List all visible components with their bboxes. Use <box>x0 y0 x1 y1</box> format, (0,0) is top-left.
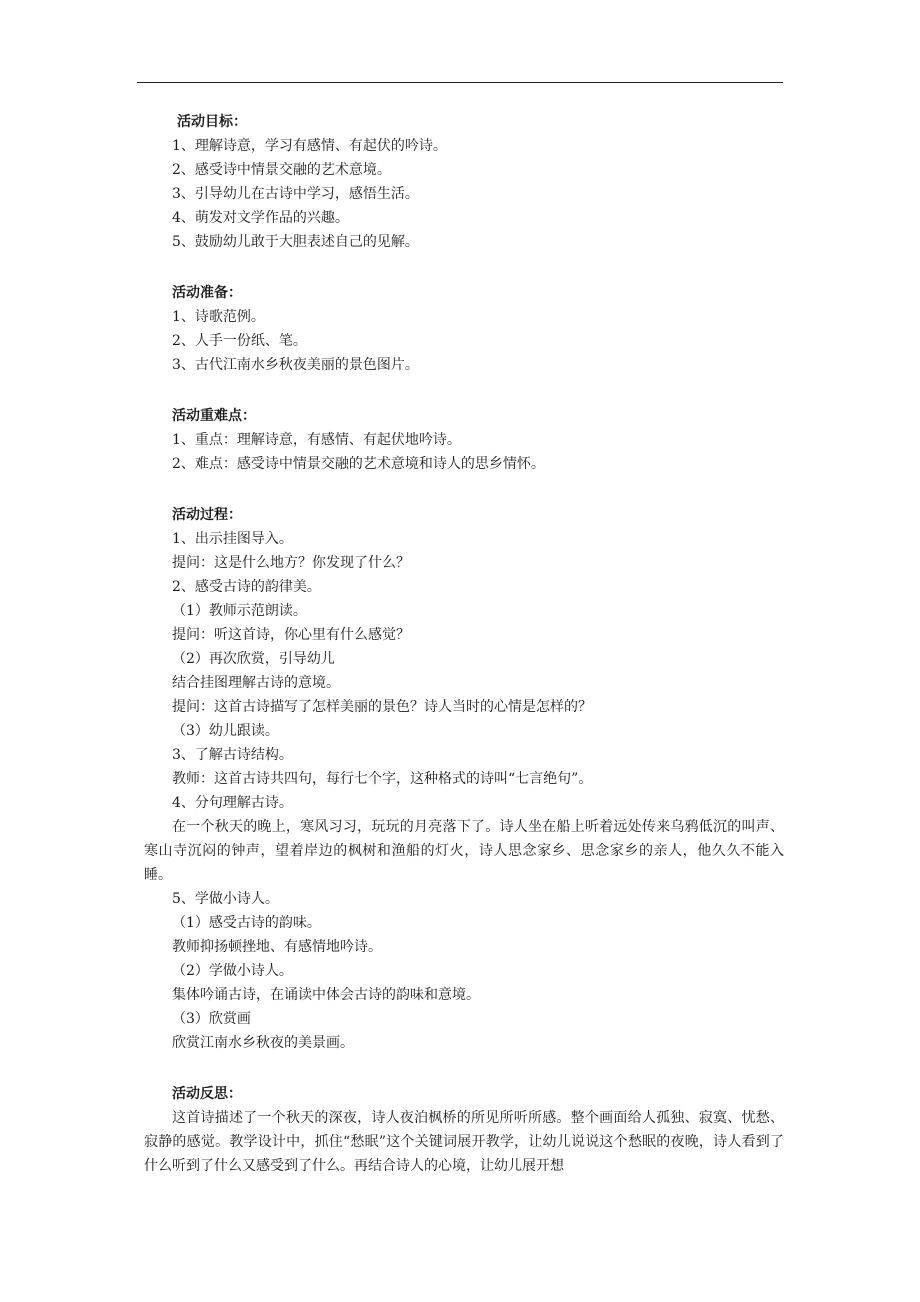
section-heading-process: 活动过程： <box>172 507 242 523</box>
goal-item: 3、引导幼儿在古诗中学习，感悟生活。 <box>172 186 419 202</box>
key-point-item: 2、难点：感受诗中情景交融的艺术意境和诗人的思乡情怀。 <box>172 456 545 472</box>
section-heading-preparation: 活动准备： <box>172 285 242 301</box>
process-line: 5、学做小诗人。 <box>172 891 279 907</box>
goal-item: 2、感受诗中情景交融的艺术意境。 <box>172 162 391 178</box>
goal-item: 4、萌发对文学作品的兴趣。 <box>172 210 349 226</box>
process-line: 集体吟诵古诗，在诵读中体会古诗的韵味和意境。 <box>172 987 480 1003</box>
poem-explanation-paragraph: 在一个秋天的晚上，寒风习习，玩玩的月亮落下了。诗人坐在船上听着远处传来乌鸦低沉的叫声、寒山寺沉闷的钟声，望着岸边的枫树和渔船的灯火，诗人思念家乡、思念家乡的亲人，他久久不能入睡。 <box>144 819 784 883</box>
section-heading-goals: 活动目标： <box>177 114 247 130</box>
reflection-paragraph: 这首诗描述了一个秋天的深夜，诗人夜泊枫桥的所见所听所感。整个画面给人孤独、寂寞、忧愁、寂静的感觉。教学设计中，抓住“愁眠”这个关键词展开教学，让幼儿说说这个愁眠的夜晚，诗人看到了什么听到了什么又感受到了什么。再结合诗人的心境，让幼儿展开想 <box>144 1110 784 1174</box>
process-line: 结合挂图理解古诗的意境。 <box>172 675 340 691</box>
section-heading-reflection: 活动反思： <box>172 1086 242 1102</box>
process-line: 教师抑扬顿挫地、有感情地吟诗。 <box>172 939 382 955</box>
process-line: （2）学做小诗人。 <box>172 963 293 979</box>
process-line: 1、出示挂图导入。 <box>172 531 293 547</box>
preparation-item: 1、诗歌范例。 <box>172 309 265 325</box>
process-line: （1）感受古诗的韵味。 <box>172 915 321 931</box>
process-line: 提问：这首古诗描写了怎样美丽的景色？诗人当时的心情是怎样的？ <box>172 699 592 715</box>
section-heading-key-points: 活动重难点： <box>172 408 256 424</box>
process-line: 欣赏江南水乡秋夜的美景画。 <box>172 1035 354 1051</box>
section-key-points <box>172 404 784 476</box>
process-line: （3）欣赏画 <box>172 1011 251 1027</box>
preparation-item: 2、人手一份纸、笔。 <box>172 333 307 349</box>
key-point-item: 1、重点：理解诗意，有感情、有起伏地吟诗。 <box>172 432 461 448</box>
process-line: （3）幼儿跟读。 <box>172 723 279 739</box>
process-line: 2、感受古诗的韵律美。 <box>172 579 321 595</box>
section-reflection <box>144 1082 784 1178</box>
process-line: 3、了解古诗结构。 <box>172 747 293 763</box>
goal-item: 5、鼓励幼儿敢于大胆表述自己的见解。 <box>172 234 419 250</box>
process-line: 教师：这首古诗共四句，每行七个字，这种格式的诗叫“七言绝句”。 <box>172 771 593 787</box>
process-line: 提问：听这首诗，你心里有什么感觉？ <box>172 627 410 643</box>
section-preparation <box>172 281 784 377</box>
process-line: 4、分句理解古诗。 <box>172 795 293 811</box>
document-body <box>144 110 784 1205</box>
preparation-item: 3、古代江南水乡秋夜美丽的景色图片。 <box>172 357 419 373</box>
goal-item: 1、理解诗意，学习有感情、有起伏的吟诗。 <box>172 138 447 154</box>
process-line: （1）教师示范朗读。 <box>172 603 307 619</box>
header-rule <box>137 82 783 83</box>
section-goals <box>172 110 784 254</box>
process-line: （2）再次欣赏，引导幼儿 <box>172 651 335 667</box>
process-line: 提问：这是什么地方？你发现了什么？ <box>172 555 410 571</box>
section-process <box>144 503 784 1055</box>
